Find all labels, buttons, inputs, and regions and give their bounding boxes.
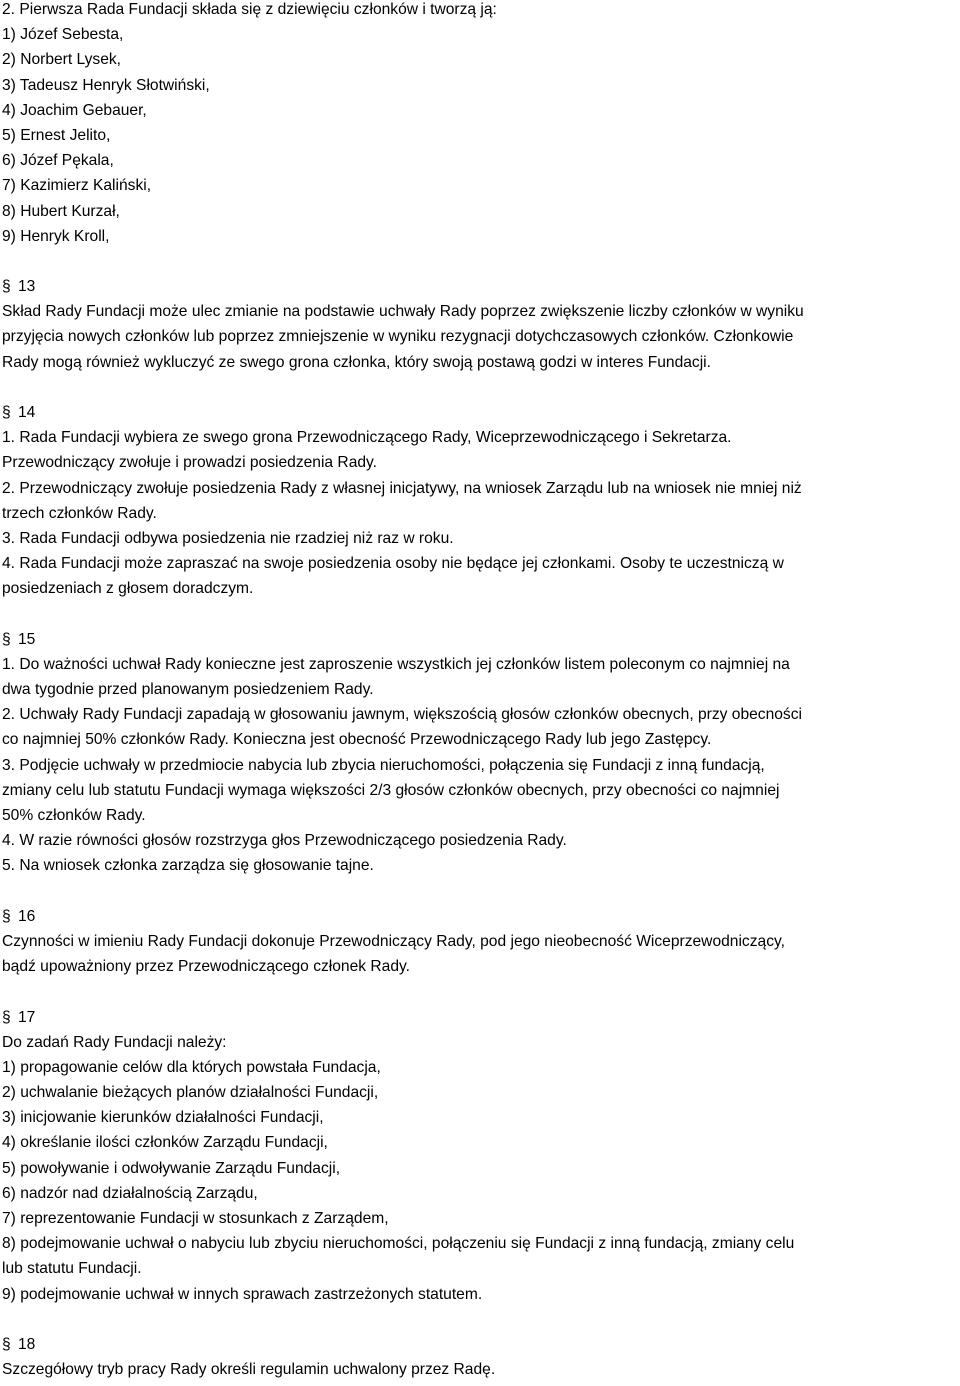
section-heading (2, 400, 958, 425)
list-item: lub statutu Fundacji. (2, 1260, 142, 1278)
list-item: 8) podejmowanie uchwał o nabyciu lub zbyciu nieruchomości, połączeniu się Fundacji z inną fundacją, zmiany celu (2, 1235, 795, 1253)
spacer (2, 375, 958, 400)
section-17 (2, 1005, 958, 1307)
section-18 (2, 1332, 958, 1382)
section-heading (2, 904, 958, 929)
member-list-item: 7) Kazimierz Kaliński, (2, 177, 152, 195)
list-item: 7) reprezentowanie Fundacji w stosunkach z Zarządem, (2, 1210, 389, 1227)
paragraph-line: Rady mogą również wykluczyć ze swego grona członka, który swoją postawą godzi w interes Fundacji. (2, 353, 711, 371)
paragraph-line: Skład Rady Fundacji może ulec zmianie na podstawie uchwały Rady poprzez zwiększenie liczby członków w wyniku (2, 303, 804, 321)
section-sign: § (2, 630, 11, 648)
paragraph-line: 2. Pierwsza Rada Fundacji składa się z dziewięciu członków i tworzą ją: (2, 1, 497, 18)
section-heading (2, 1005, 958, 1030)
paragraph-line: 4. Rada Fundacji może zapraszać na swoje posiedzenia osoby nie będące jej członkami. Osoby te uczestniczą w (2, 555, 784, 573)
section-number: 15 (18, 630, 36, 648)
spacer (2, 602, 958, 627)
section-number: 14 (18, 404, 36, 421)
list-item: 1) propagowanie celów dla których powstała Fundacja, (2, 1058, 381, 1076)
paragraph-line: 50% członków Rady. (2, 807, 146, 824)
paragraph-line: 2. Uchwały Rady Fundacji zapadają w głosowaniu jawnym, większością głosów członków obecnych, przy obecności (2, 706, 802, 724)
list-item: 9) podejmowanie uchwał w innych sprawach zastrzeżonych statutem. (2, 1285, 483, 1303)
section-number: 16 (18, 907, 36, 925)
paragraph-line: Czynności w imieniu Rady Fundacji dokonuje Przewodniczący Rady, pod jego nieobecność Wiceprzewodniczący, (2, 932, 785, 950)
section-heading (2, 627, 958, 652)
paragraph-line: 4. W razie równości głosów rozstrzyga głos Przewodniczącego posiedzenia Rady. (2, 832, 567, 850)
paragraph-line: 3. Podjęcie uchwały w przedmiocie nabycia lub zbycia nieruchomości, połączenia się Fundacji z inną fundacją, (2, 756, 765, 774)
paragraph-line: posiedzeniach z głosem doradczym. (2, 580, 254, 598)
section-heading (2, 274, 958, 299)
paragraph-line: Przewodniczący zwołuje i prowadzi posiedzenia Rady. (2, 454, 378, 472)
paragraph-line: Do zadań Rady Fundacji należy: (2, 1033, 227, 1051)
paragraph-line: 5. Na wniosek członka zarządza się głosowanie tajne. (2, 857, 374, 875)
document-page (2, 0, 958, 1382)
section-number: 17 (18, 1008, 36, 1026)
section-number: 13 (18, 278, 36, 296)
paragraph-line: bądź upoważniony przez Przewodniczącego członek Rady. (2, 958, 410, 976)
paragraph-line: co najmniej 50% członków Rady. Konieczna jest obecność Przewodniczącego Rady lub jego Zastępcy. (2, 731, 712, 749)
section-15 (2, 627, 958, 879)
paragraph-line: zmiany celu lub statutu Fundacji wymaga większości 2/3 głosów członków obecnych, przy obecności co najmniej (2, 781, 780, 799)
paragraph-line: 1. Rada Fundacji wybiera ze swego grona Przewodniczącego Rady, Wiceprzewodniczącego i Sekretarza. (2, 429, 732, 447)
paragraph-line: 3. Rada Fundacji odbywa posiedzenia nie rzadziej niż raz w roku. (2, 529, 454, 547)
section-sign: § (2, 278, 11, 296)
spacer (2, 1307, 958, 1332)
section-16 (2, 904, 958, 980)
section-heading (2, 1332, 958, 1357)
member-list-item: 3) Tadeusz Henryk Słotwiński, (2, 76, 210, 94)
section-number: 18 (18, 1335, 36, 1353)
member-list-item: 5) Ernest Jelito, (2, 126, 111, 144)
section-sign: § (2, 1335, 11, 1353)
list-item: 4) określanie ilości członków Zarządu Fundacji, (2, 1134, 328, 1152)
list-item: 5) powoływanie i odwoływanie Zarządu Fundacji, (2, 1159, 341, 1177)
list-item: 3) inicjowanie kierunków działalności Fundacji, (2, 1109, 324, 1127)
paragraph-line: 1. Do ważności uchwał Rady konieczne jest zaproszenie wszystkich jej członków listem poleconym co najmniej na (2, 655, 790, 673)
paragraph-line: dwa tygodnie przed planowanym posiedzeniem Rady. (2, 681, 374, 699)
member-list-item: 4) Joachim Gebauer, (2, 101, 147, 119)
paragraph-line: przyjęcia nowych członków lub poprzez zmniejszenie w wyniku rezygnacji dotychczasowych członków. Członkowie (2, 328, 794, 346)
spacer (2, 249, 958, 274)
spacer (2, 879, 958, 904)
member-list-item: 6) Józef Pękala, (2, 152, 114, 170)
section-14 (2, 400, 958, 602)
member-list-item: 9) Henryk Kroll, (2, 227, 110, 245)
section-sign: § (2, 404, 11, 421)
section-13 (2, 274, 958, 375)
list-item: 2) uchwalanie bieżących planów działalności Fundacji, (2, 1084, 379, 1102)
member-list (2, 22, 958, 249)
paragraph-line: 2. Przewodniczący zwołuje posiedzenia Rady z własnej inicjatywy, na wniosek Zarządu lub na wniosek nie mniej niż (2, 479, 802, 497)
member-list-item: 2) Norbert Lysek, (2, 51, 122, 69)
member-list-item: 8) Hubert Kurzał, (2, 202, 120, 220)
section-sign: § (2, 1008, 11, 1026)
spacer (2, 979, 958, 1004)
paragraph-line: trzech członków Rady. (2, 504, 157, 522)
list-item: 6) nadzór nad działalnością Zarządu, (2, 1184, 258, 1202)
member-list-item: 1) Józef Sebesta, (2, 26, 124, 44)
section-sign: § (2, 907, 11, 925)
paragraph-line: Szczegółowy tryb pracy Rady określi regulamin uchwalony przez Radę. (2, 1361, 496, 1379)
